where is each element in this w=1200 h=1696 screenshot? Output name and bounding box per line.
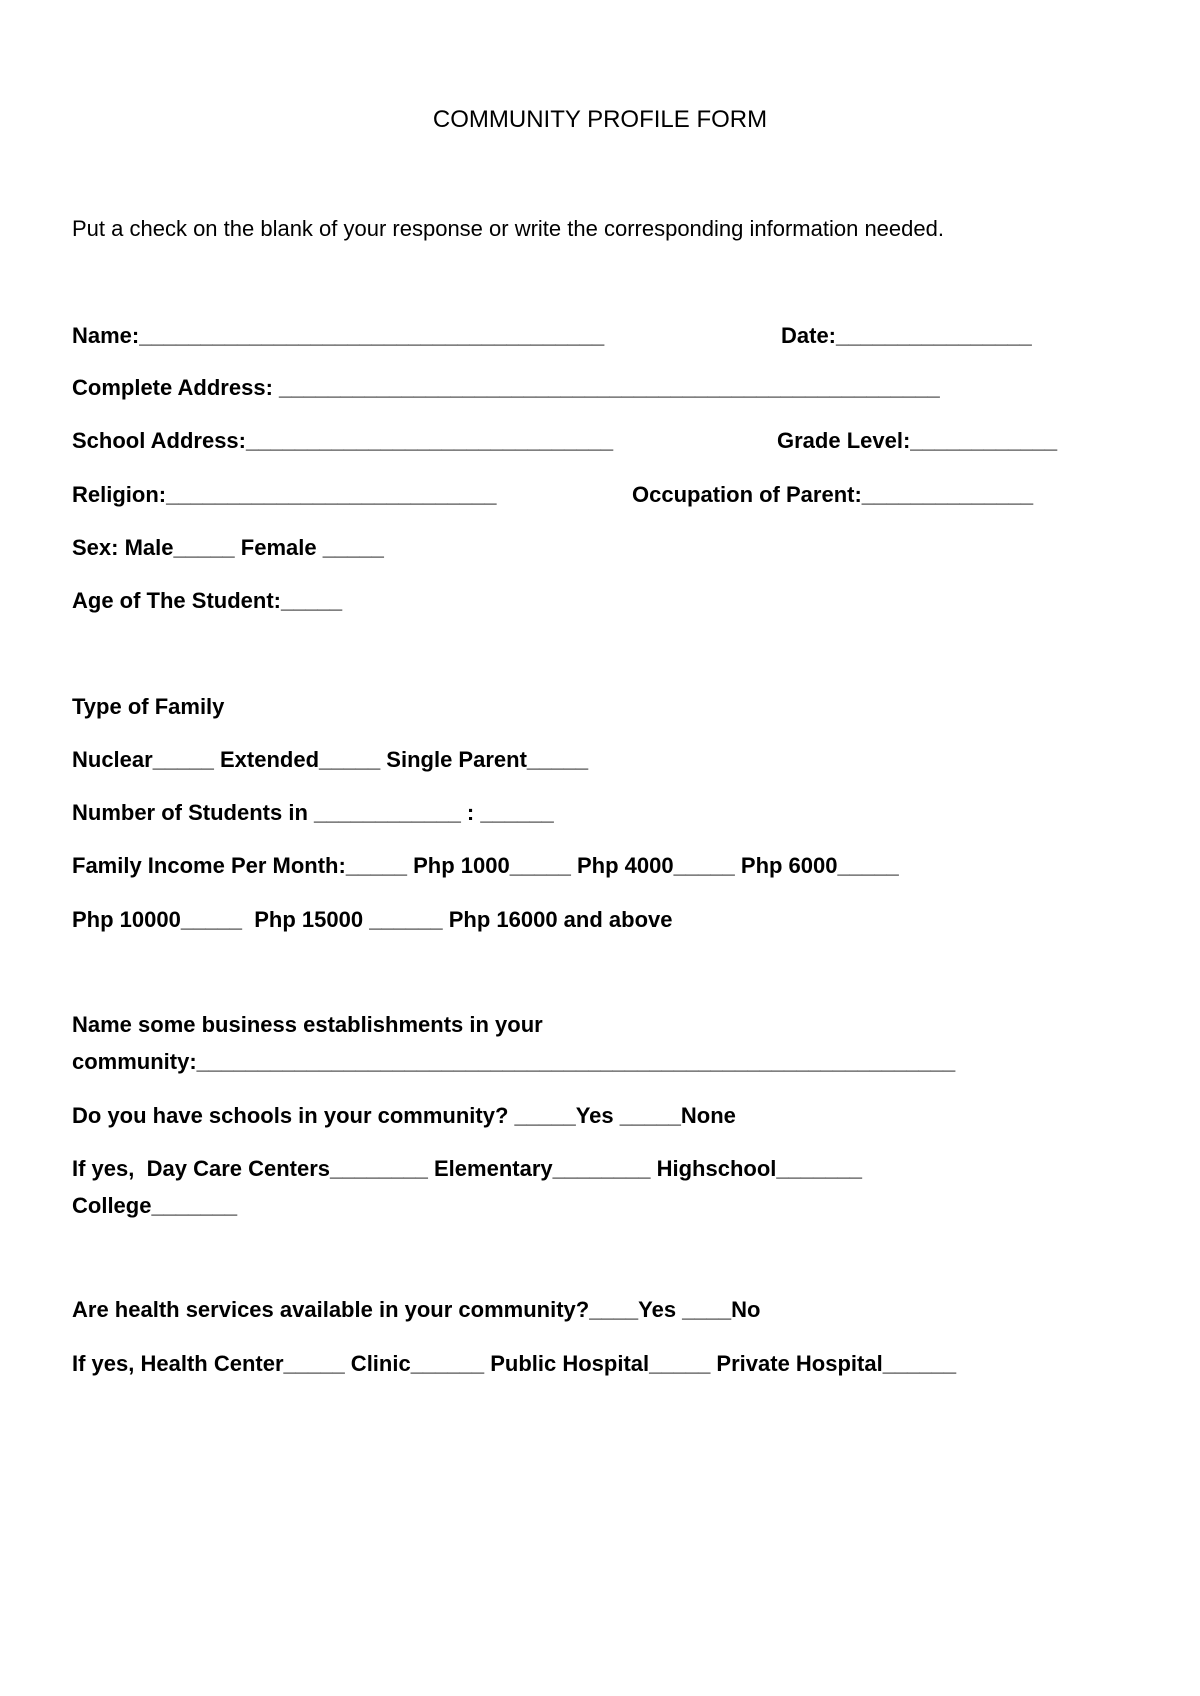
business-question-line-1: Name some business establishments in your (72, 1012, 543, 1037)
religion-field[interactable]: Religion:___________________________ (72, 482, 497, 507)
number-of-students-field[interactable]: Number of Students in ____________ : ______ (72, 800, 554, 825)
complete-address-field[interactable]: Complete Address: ______________________________________________________ (72, 375, 940, 400)
grade-level-field[interactable]: Grade Level:____________ (777, 428, 1058, 453)
sex-field[interactable]: Sex: Male_____ Female _____ (72, 535, 384, 560)
schools-if-yes-row-2[interactable]: College_______ (72, 1193, 238, 1218)
date-field[interactable]: Date:________________ (781, 323, 1032, 348)
family-income-row-1[interactable]: Family Income Per Month:_____ Php 1000_____ Php 4000_____ Php 6000_____ (72, 853, 899, 878)
age-field[interactable]: Age of The Student:_____ (72, 588, 343, 613)
family-income-row-2[interactable]: Php 10000_____ Php 15000 ______ Php 16000 and above (72, 907, 673, 932)
family-type-options[interactable]: Nuclear_____ Extended_____ Single Parent_____ (72, 747, 589, 772)
business-community-field[interactable]: community:______________________________________________________________ (72, 1049, 956, 1074)
name-field[interactable]: Name:______________________________________ (72, 323, 605, 348)
schools-question[interactable]: Do you have schools in your community? _____Yes _____None (72, 1103, 736, 1128)
health-if-yes-row[interactable]: If yes, Health Center_____ Clinic______ Public Hospital_____ Private Hospital______ (72, 1351, 957, 1376)
form-title: COMMUNITY PROFILE FORM (432, 106, 768, 133)
school-address-field[interactable]: School Address:______________________________ (72, 428, 614, 453)
occupation-of-parent-field[interactable]: Occupation of Parent:______________ (632, 482, 1034, 507)
health-services-question[interactable]: Are health services available in your community?____Yes ____No (72, 1297, 761, 1322)
type-of-family-heading: Type of Family (72, 694, 225, 719)
form-instruction: Put a check on the blank of your response or write the corresponding information needed. (72, 216, 944, 241)
schools-if-yes-row-1[interactable]: If yes, Day Care Centers________ Elementary________ Highschool_______ (72, 1156, 863, 1181)
